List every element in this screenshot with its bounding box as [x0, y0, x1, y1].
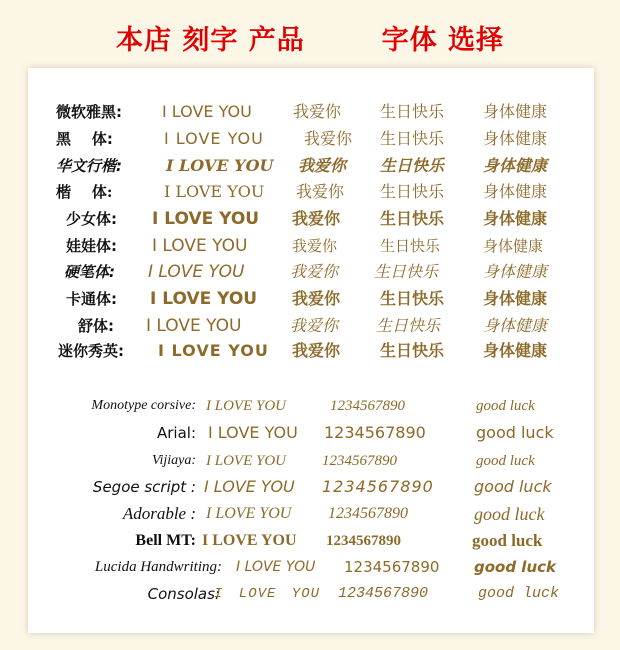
sample-i-love-you: I LOVE YOU: [204, 477, 295, 496]
font-label: 少女体:: [66, 210, 117, 228]
font-label: Monotype corsive:: [91, 398, 196, 413]
font-row-heiti: [28, 126, 594, 152]
font-row-wawa: [28, 233, 594, 259]
font-label: 舒体:: [78, 317, 114, 335]
sample-happy-birthday: 生日快乐: [380, 182, 445, 201]
font-row-adorable: [28, 501, 594, 527]
sample-happy-birthday: 生日快乐: [380, 237, 441, 255]
sample-i-love-you: I LOVE YOU: [150, 289, 258, 309]
sample-good-luck: good luck: [474, 504, 545, 524]
sample-numbers: 1234567890: [322, 477, 434, 496]
sample-good-luck: good luck: [476, 453, 535, 469]
sample-numbers: 1234567890: [326, 533, 401, 549]
font-label: 黑 体:: [56, 130, 113, 148]
sample-wo-ai-ni: 我爱你: [293, 102, 342, 121]
sample-good-health: 身体健康: [483, 341, 548, 360]
sample-good-health: 身体健康: [483, 237, 544, 255]
font-label: Arial:: [156, 424, 196, 442]
sample-wo-ai-ni: 我爱你: [296, 182, 345, 201]
sample-numbers: 1234567890: [338, 585, 429, 602]
sample-i-love-you: I LOVE YOU: [236, 559, 316, 575]
sample-good-luck: good luck: [472, 531, 543, 550]
sample-i-love-you: I LOVE YOU: [208, 423, 298, 442]
sample-i-love-you: I LOVE YOU: [162, 102, 252, 121]
font-row-mini-xiuying: [28, 338, 594, 364]
font-row-bell-mt: [28, 528, 594, 554]
sample-wo-ai-ni: 我爱你: [292, 341, 341, 360]
sample-good-health: 身体健康: [483, 102, 548, 121]
font-row-xingkai: [28, 153, 594, 179]
sample-i-love-you: I LOVE YOU: [164, 129, 264, 148]
sample-i-love-you: I LOVE YOU: [148, 262, 245, 282]
sample-good-luck: good luck: [478, 585, 560, 602]
font-row-katong: [28, 286, 594, 312]
font-label: 微软雅黑:: [56, 103, 122, 121]
font-label: 迷你秀英:: [58, 342, 124, 360]
font-row-yingbi: [28, 259, 594, 285]
font-row-shuti: [28, 313, 594, 339]
font-row-vijaya: [28, 448, 594, 474]
sample-i-love-you: I LOVE YOU: [152, 209, 260, 229]
sample-good-health: 身体健康: [483, 129, 548, 148]
sample-wo-ai-ni: 我爱你: [290, 316, 339, 335]
sample-i-love-you: I LOVE YOU: [166, 156, 274, 175]
font-label: 楷 体:: [56, 183, 113, 201]
sample-good-health: 身体健康: [483, 316, 548, 335]
sample-numbers: 1234567890: [344, 558, 440, 576]
sample-wo-ai-ni: 我爱你: [298, 156, 347, 175]
font-label: 华文行楷:: [56, 157, 122, 175]
sample-wo-ai-ni: 我爱你: [292, 237, 338, 255]
sample-i-love-you: I LOVE YOU: [164, 182, 265, 201]
sample-good-luck: good luck: [474, 558, 556, 576]
header-title-font-choice: 字体 选择: [381, 25, 505, 56]
font-sample-card: [28, 68, 594, 633]
sample-i-love-you: I LOVE YOU: [214, 586, 321, 602]
sample-numbers: 1234567890: [322, 453, 397, 469]
header-title-products: 本店 刻字 产品: [115, 25, 305, 56]
sample-happy-birthday: 生日快乐: [380, 156, 445, 175]
sample-wo-ai-ni: 我爱你: [292, 209, 341, 228]
font-label: 硬笔体:: [64, 263, 115, 281]
font-row-yahei: [28, 99, 594, 125]
font-row-kaiti: [28, 179, 594, 205]
sample-wo-ai-ni: 我爱你: [304, 129, 353, 148]
font-label: 卡通体:: [66, 290, 117, 308]
font-label: Segoe script :: [92, 478, 196, 496]
sample-i-love-you: I LOVE YOU: [206, 398, 287, 414]
font-row-consolas: [28, 581, 594, 607]
sample-i-love-you: I LOVE YOU: [146, 316, 242, 336]
font-row-arial: [28, 420, 594, 446]
sample-good-health: 身体健康: [483, 156, 548, 175]
sample-happy-birthday: 生日快乐: [380, 341, 445, 360]
sample-i-love-you: I LOVE YOU: [206, 453, 287, 469]
sample-happy-birthday: 生日快乐: [380, 289, 445, 308]
sample-good-health: 身体健康: [483, 289, 548, 308]
font-label: Consolas:: [147, 585, 220, 603]
sample-numbers: 1234567890: [330, 398, 405, 414]
sample-i-love-you: I LOVE YOU: [202, 532, 297, 549]
sample-i-love-you: I LOVE YOU: [158, 341, 269, 360]
font-label: Bell MT:: [135, 532, 196, 549]
sample-good-health: 身体健康: [483, 209, 548, 228]
sample-happy-birthday: 生日快乐: [374, 262, 439, 281]
font-row-lucida-handwriting: [28, 554, 594, 580]
sample-good-luck: good luck: [474, 477, 552, 496]
sample-happy-birthday: 生日快乐: [376, 316, 441, 335]
sample-numbers: 1234567890: [328, 505, 408, 522]
sample-i-love-you: I LOVE YOU: [206, 505, 292, 522]
font-label: 娃娃体:: [66, 237, 117, 255]
sample-numbers: 1234567890: [324, 423, 426, 442]
font-label: Lucida Handwriting:: [94, 559, 222, 575]
font-row-shaonv: [28, 206, 594, 232]
font-label: Vijiaya:: [151, 453, 196, 468]
sample-wo-ai-ni: 我爱你: [292, 289, 341, 308]
sample-happy-birthday: 生日快乐: [380, 102, 445, 121]
sample-happy-birthday: 生日快乐: [380, 209, 445, 228]
sample-good-luck: good luck: [476, 398, 535, 414]
sample-i-love-you: I LOVE YOU: [152, 236, 248, 256]
sample-good-health: 身体健康: [483, 182, 548, 201]
page-header: [0, 18, 620, 57]
font-row-monotype-corsiva: [28, 393, 594, 419]
font-row-segoe-script: [28, 474, 594, 500]
font-label: Adorable :: [122, 504, 196, 523]
sample-wo-ai-ni: 我爱你: [290, 262, 339, 281]
sample-good-health: 身体健康: [483, 262, 548, 281]
sample-happy-birthday: 生日快乐: [380, 129, 445, 148]
sample-good-luck: good luck: [476, 423, 554, 442]
